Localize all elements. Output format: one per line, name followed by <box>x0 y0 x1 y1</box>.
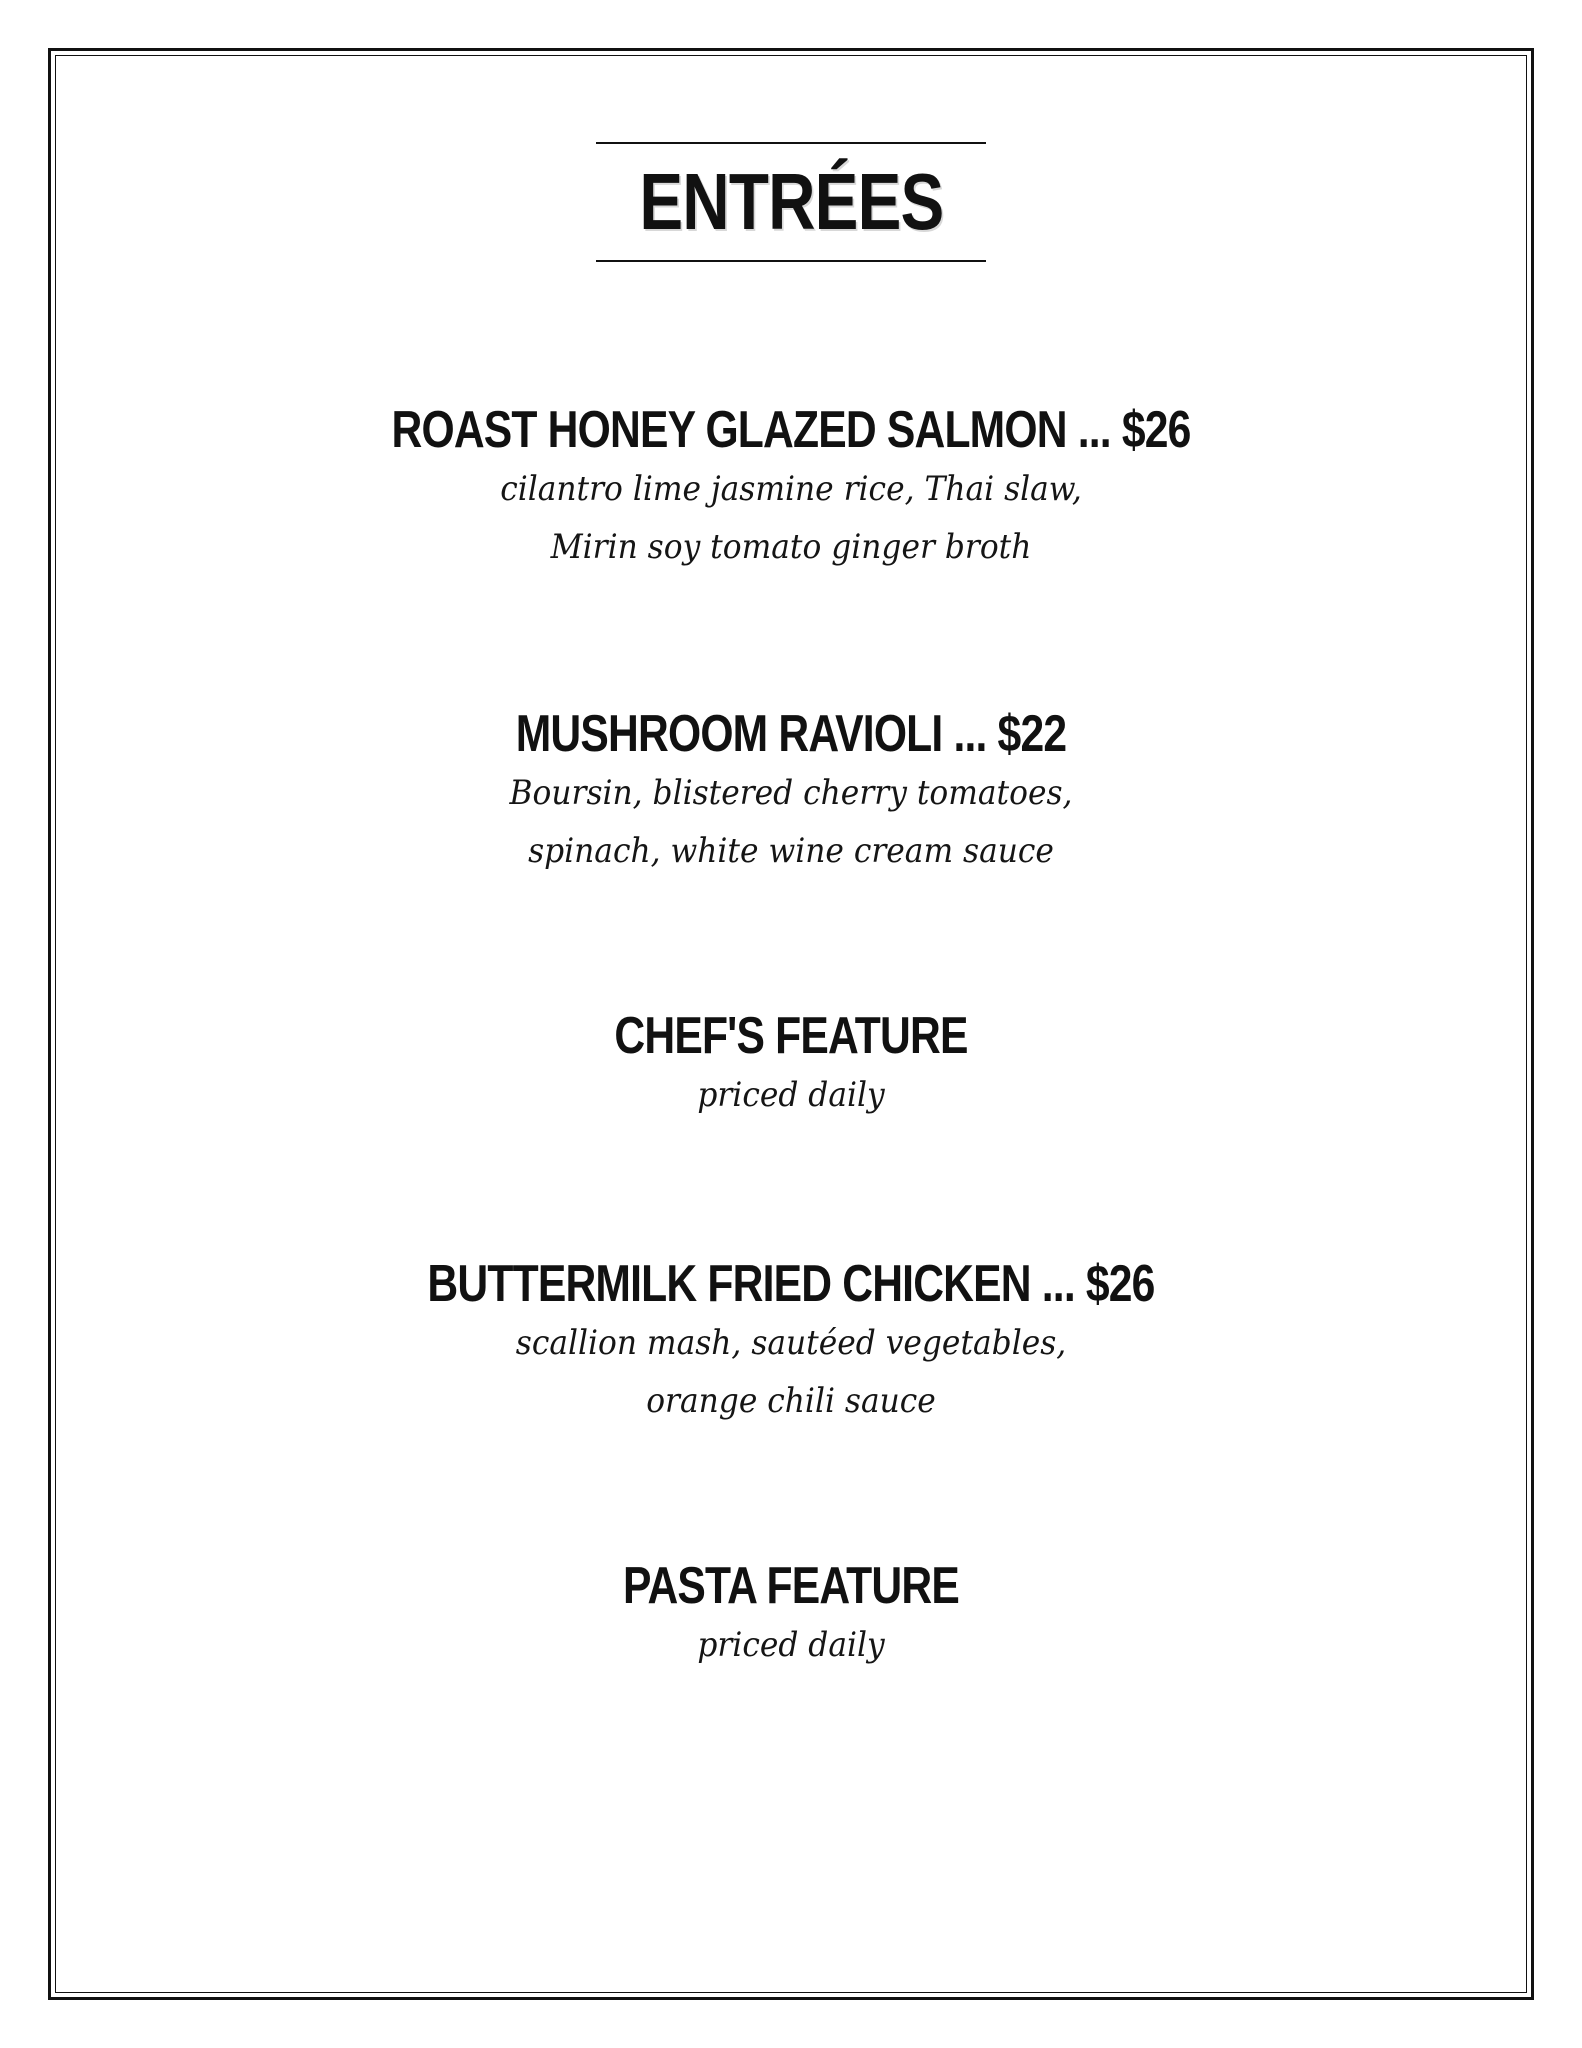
menu-item-description: priced daily <box>697 1625 885 1665</box>
menu-item-pasta-feature <box>0 1556 1582 1674</box>
menu-item-name: MUSHROOM RAVIOLI ... $22 <box>515 705 1067 763</box>
menu-item-description: scallion mash, sautéed vegetables, <box>515 1323 1067 1363</box>
heading-section <box>0 142 1582 262</box>
page-title: ENTRÉES <box>638 157 944 246</box>
heading-rule-box <box>596 142 987 262</box>
menu-item-description: cilantro lime jasmine rice, Thai slaw, <box>500 469 1082 509</box>
menu-item-name: ROAST HONEY GLAZED SALMON ... $26 <box>391 401 1191 459</box>
menu-item-description: Mirin soy tomato ginger broth <box>550 527 1032 567</box>
menu-item-name: PASTA FEATURE <box>623 1557 959 1615</box>
menu-item-description: Boursin, blistered cherry tomatoes, <box>509 773 1073 813</box>
menu-item-fried-chicken <box>0 1254 1582 1430</box>
menu-item-chefs-feature <box>0 1006 1582 1124</box>
menu-item-salmon <box>0 400 1582 576</box>
menu-item-name: BUTTERMILK FRIED CHICKEN ... $26 <box>427 1255 1155 1313</box>
menu-item-description: orange chili sauce <box>646 1381 936 1421</box>
menu-item-description: priced daily <box>697 1075 885 1115</box>
menu-item-description: spinach, white wine cream sauce <box>528 831 1054 871</box>
menu-item-ravioli <box>0 704 1582 880</box>
menu-item-name: CHEF'S FEATURE <box>614 1007 968 1065</box>
